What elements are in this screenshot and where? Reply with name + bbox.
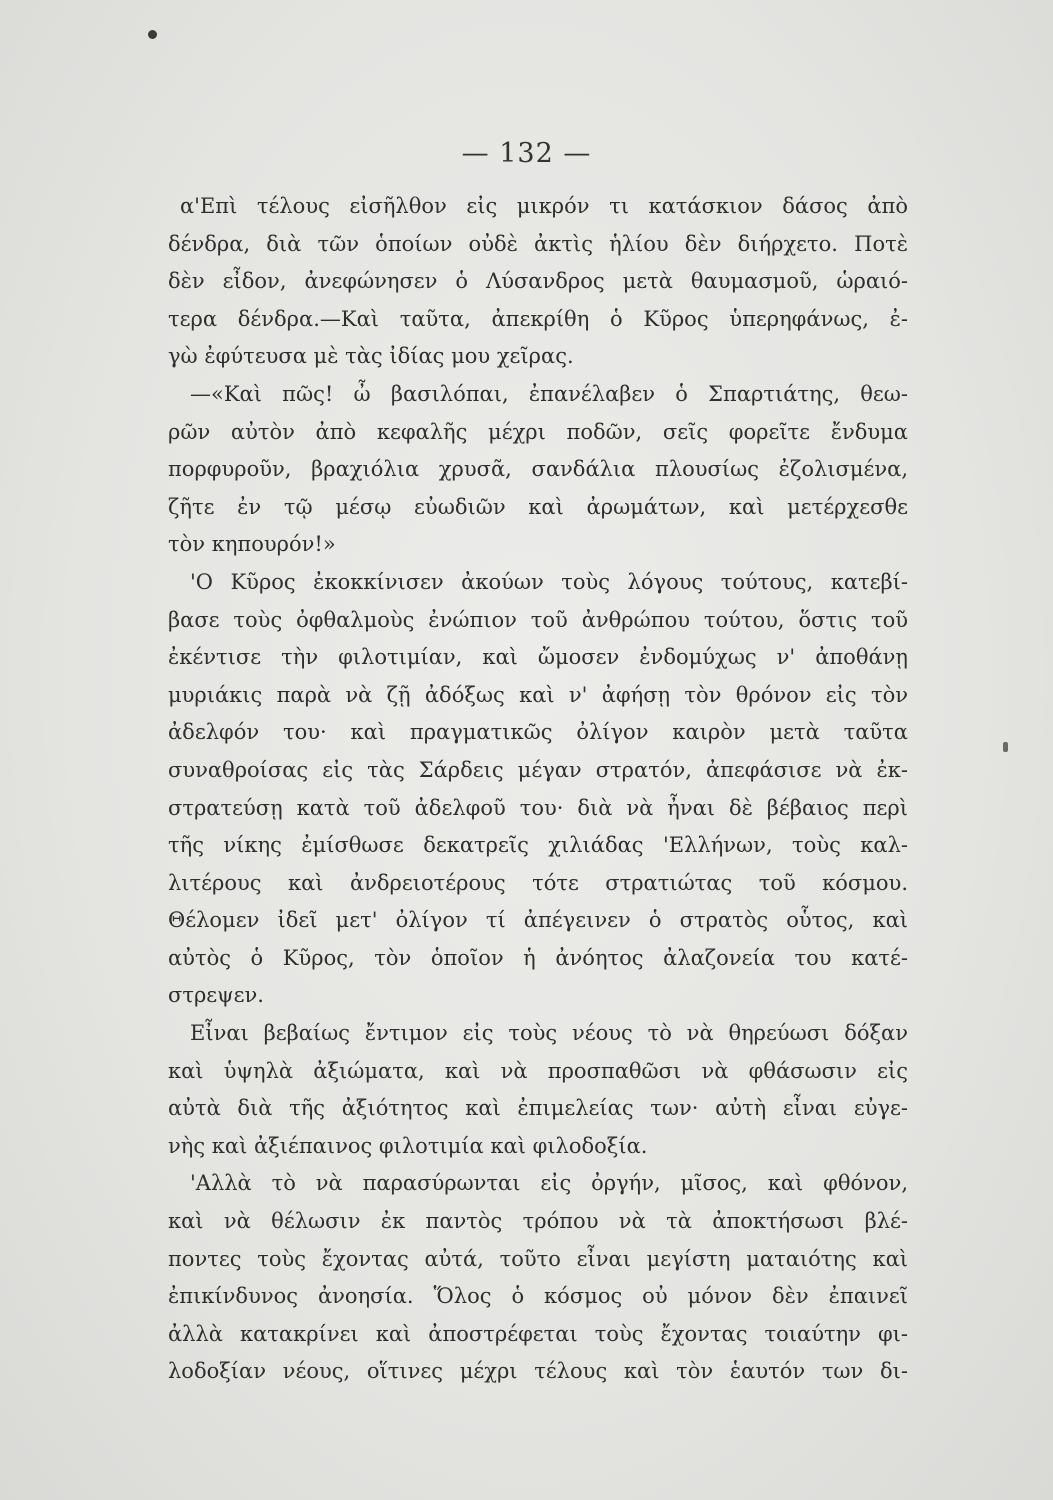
margin-mark <box>1003 742 1008 752</box>
text-line: δὲν εἶδον, ἀνεφώνησεν ὁ Λύσανδρος μετὰ θαυμασμοῦ, ὡραιό- <box>168 269 908 294</box>
text-line: —«Καὶ πῶς! ὦ βασιλόπαι, ἐπανέλαβεν ὁ Σπαρτιάτης, θεω- <box>190 381 908 406</box>
text-line: βασε τοὺς ὀφθαλμοὺς ἐνώπιον τοῦ ἀνθρώπου τούτου, ὅστις τοῦ <box>168 607 908 632</box>
text-line: ποντες τοὺς ἔχοντας αὐτά, τοῦτο εἶναι μεγίστη ματαιότης καὶ <box>168 1246 908 1271</box>
text-line: δένδρα, διὰ τῶν ὁποίων οὐδὲ ἀκτὶς ἡλίου δὲν διήρχετο. Ποτὲ <box>168 231 908 256</box>
text-line: 'Αλλὰ τὸ νὰ παρασύρωνται εἰς ὀργήν, μῖσος, καὶ φθόνον, <box>190 1171 908 1196</box>
page-number: — 132 — <box>461 138 592 169</box>
text-line: γὼ ἐφύτευσα μὲ τὰς ἰδίας μου χεῖρας. <box>168 344 574 369</box>
text-line: στρεψεν. <box>168 983 264 1008</box>
text-line: αὐτὸς ὁ Κῦρος, τὸν ὁποῖον ἡ ἀνόητος ἀλαζονεία του κατέ- <box>168 945 908 970</box>
text-line: λιτέρους καὶ ἀνδρειοτέρους τότε στρατιώτας τοῦ κόσμου. <box>168 870 908 895</box>
text-line: τερα δένδρα.—Καὶ ταῦτα, ἀπεκρίθη ὁ Κῦρος ὑπερηφάνως, ἐ- <box>168 306 908 331</box>
text-line: πορφυροῦν, βραχιόλια χρυσᾶ, σανδάλια πλουσίως ἐζολισμένα, <box>168 457 908 482</box>
text-line: αὐτὰ διὰ τῆς ἀξιότητος καὶ ἐπιμελείας των· αὐτὴ εἶναι εὐγε- <box>168 1096 908 1121</box>
text-line: καὶ νὰ θέλωσιν ἐκ παντὸς τρόπου νὰ τὰ ἀποκτήσωσι βλέ- <box>168 1209 908 1234</box>
text-line: τῆς νίκης ἐμίσθωσε δεκατρεῖς χιλιάδας 'Ελλήνων, τοὺς καλ- <box>168 833 908 858</box>
text-line: ἀλλὰ κατακρίνει καὶ ἀποστρέφεται τοὺς ἔχοντας τοιαύτην φι- <box>168 1321 908 1346</box>
text-line: 'Ο Κῦρος ἐκοκκίνισεν ἀκούων τοὺς λόγους τούτους, κατεβί- <box>190 569 908 594</box>
text-line: ρῶν αὐτὸν ἀπὸ κεφαλῆς μέχρι ποδῶν, σεῖς φορεῖτε ἔνδυμα <box>168 419 908 444</box>
text-line: Εἶναι βεβαίως ἔντιμον εἰς τοὺς νέους τὸ νὰ θηρεύωσι δόξαν <box>190 1021 908 1046</box>
text-line: τὸν κηπουρόν!» <box>168 532 336 557</box>
text-line: α'Επὶ τέλους εἰσῆλθον εἰς μικρόν τι κατάσκιον δάσος ἀπὸ <box>180 194 908 218</box>
text-line: Θέλομεν ἰδεῖ μετ' ὀλίγον τί ἀπέγεινεν ὁ στρατὸς οὗτος, καὶ <box>168 908 908 933</box>
text-line: στρατεύσῃ κατὰ τοῦ ἀδελφοῦ του· διὰ νὰ ἦναι δὲ βέβαιος περὶ <box>168 795 908 820</box>
text-line: συναθροίσας εἰς τὰς Σάρδεις μέγαν στρατόν, ἀπεφάσισε νὰ ἐκ- <box>168 757 908 782</box>
text-line: νὴς καὶ ἀξιέπαινος φιλοτιμία καὶ φιλοδοξία. <box>168 1133 648 1158</box>
text-line: ἀδελφόν του· καὶ πραγματικῶς ὀλίγον καιρὸν μετὰ ταῦτα <box>168 720 908 745</box>
text-line: μυριάκις παρὰ νὰ ζῇ ἀδόξως καὶ ν' ἀφήσῃ τὸν θρόνον εἰς τὸν <box>168 682 908 707</box>
ink-dot <box>148 30 157 39</box>
text-line: καὶ ὑψηλὰ ἀξιώματα, καὶ νὰ προσπαθῶσι νὰ φθάσωσιν εἰς <box>168 1058 908 1083</box>
text-line: λοδοξίαν νέους, οἵτινες μέχρι τέλους καὶ τὸν ἑαυτόν των δι- <box>168 1359 908 1384</box>
text-line: ἐκέντισε τὴν φιλοτιμίαν, καὶ ὤμοσεν ἐνδομύχως ν' ἀποθάνῃ <box>168 645 908 670</box>
text-line: ζῆτε ἐν τῷ μέσῳ εὐωδιῶν καὶ ἀρωμάτων, καὶ μετέρχεσθε <box>168 494 908 519</box>
body-text <box>168 188 908 1391</box>
text-line: ἐπικίνδυνος ἀνοησία. Ὅλος ὁ κόσμος οὐ μόνον δὲν ἐπαινεῖ <box>168 1284 908 1309</box>
